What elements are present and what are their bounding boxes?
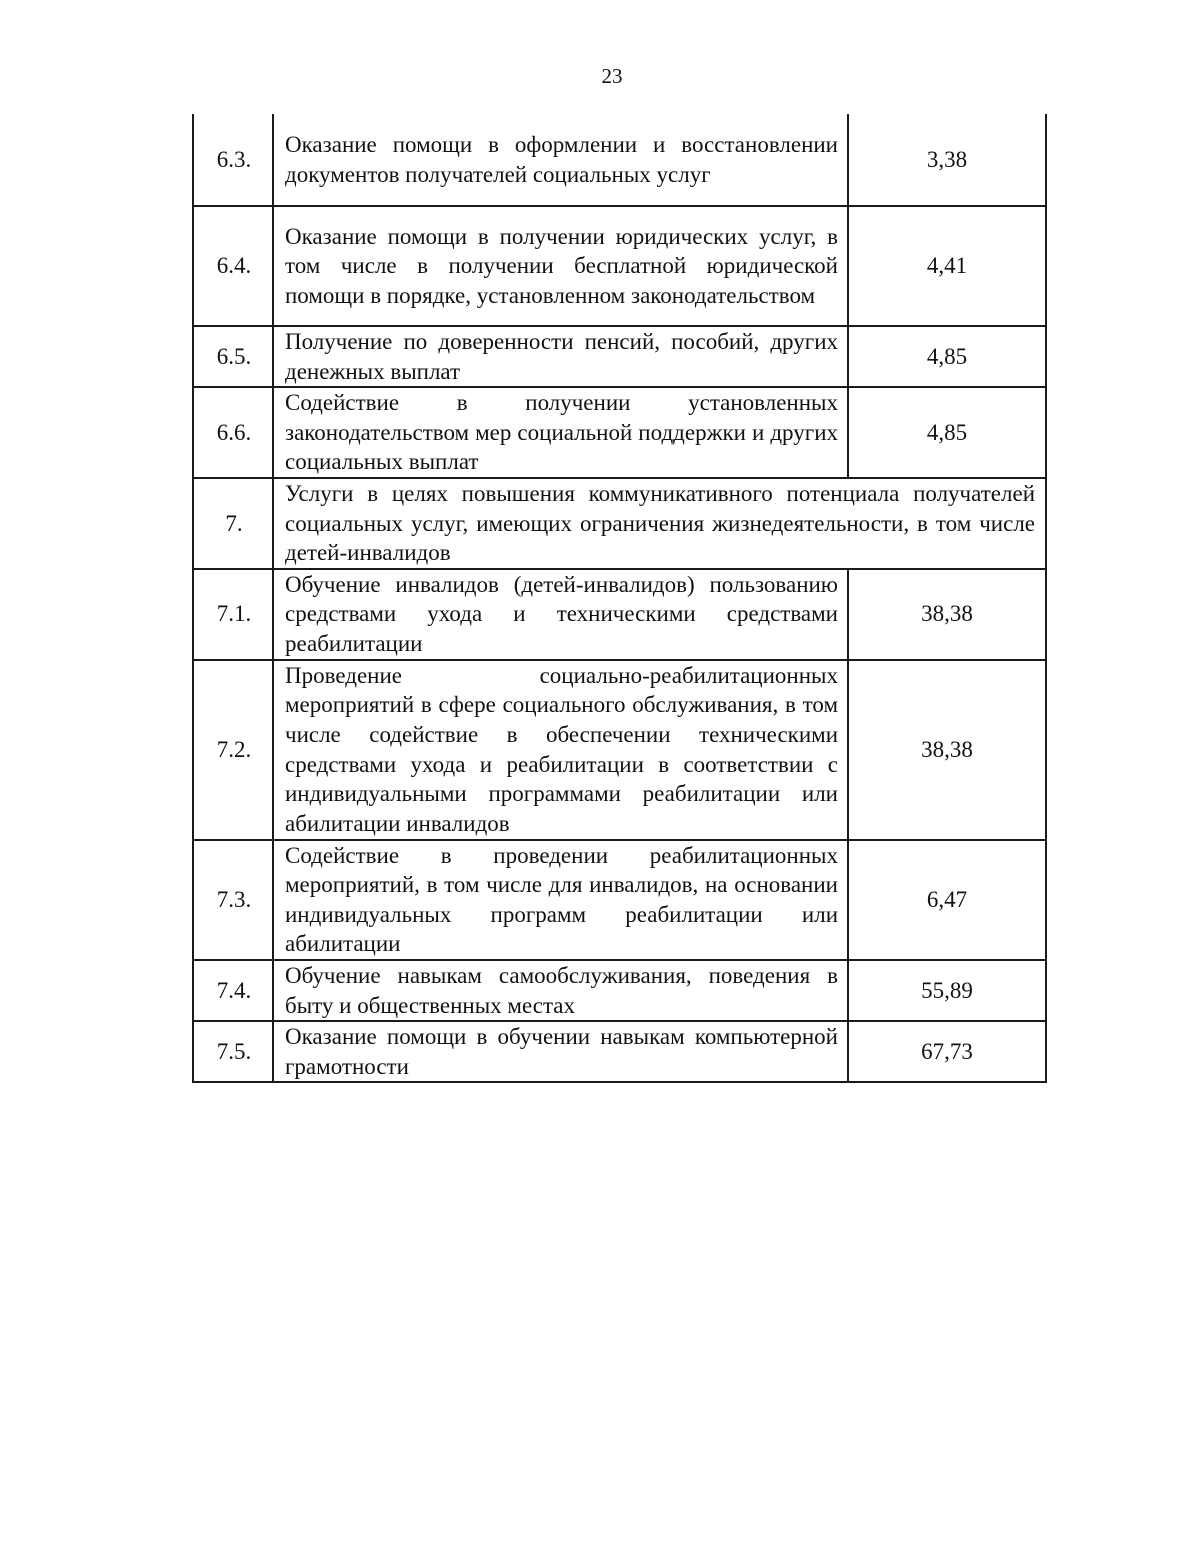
table-row [193,1021,1046,1082]
table-row [193,387,1046,478]
table-row [193,840,1046,960]
row-number: 7.1. [193,569,273,660]
row-number: 6.4. [193,206,273,326]
row-number: 6.5. [193,326,273,387]
table-row [193,114,1046,206]
table-row [193,206,1046,326]
row-number: 7.4. [193,960,273,1021]
service-name: Оказание помощи в обучении навыкам компьютерной грамотности [273,1021,848,1082]
service-name: Оказание помощи в получении юридических услуг, в том числе в получении бесплатной юридической помощи в порядке, установленном законодательством [273,206,848,326]
service-name: Получение по доверенности пенсий, пособий, других денежных выплат [273,326,848,387]
section-row [193,478,1046,569]
service-name: Обучение инвалидов (детей-инвалидов) пользованию средствами ухода и техническими средствами реабилитации [273,569,848,660]
service-price: 4,85 [848,326,1046,387]
table-row [193,960,1046,1021]
service-price: 4,41 [848,206,1046,326]
service-price: 38,38 [848,660,1046,840]
row-number: 7.2. [193,660,273,840]
service-name: Содействие в получении установленных законодательством мер социальной поддержки и других социальных выплат [273,387,848,478]
row-number: 6.6. [193,387,273,478]
section-title: Услуги в целях повышения коммуникативного потенциала получателей социальных услуг, имеющих ограничения жизнедеятельности, в том числе детей-инвалидов [273,478,1046,569]
service-price: 6,47 [848,840,1046,960]
service-name: Содействие в проведении реабилитационных мероприятий, в том числе для инвалидов, на основании индивидуальных программ реабилитации или абилитации [273,840,848,960]
table-row [193,569,1046,660]
table-row [193,326,1046,387]
row-number: 7.3. [193,840,273,960]
section-number: 7. [193,478,273,569]
service-price: 3,38 [848,114,1046,206]
service-price: 67,73 [848,1021,1046,1082]
table-row [193,660,1046,840]
service-price: 55,89 [848,960,1046,1021]
service-name: Проведение социально-реабилитационных мероприятий в сфере социального обслуживания, в том числе содействие в обеспечении техническими средствами ухода и реабилитации в соответствии с индивидуальными программами реабилитации или абилитации инвалидов [273,660,848,840]
service-price: 4,85 [848,387,1046,478]
services-tariff-table [192,114,1047,1083]
row-number: 6.3. [193,114,273,206]
row-number: 7.5. [193,1021,273,1082]
page-number: 23 [601,64,623,88]
service-name: Оказание помощи в оформлении и восстановлении документов получателей социальных услуг [273,114,848,206]
service-price: 38,38 [848,569,1046,660]
service-name: Обучение навыкам самообслуживания, поведения в быту и общественных местах [273,960,848,1021]
